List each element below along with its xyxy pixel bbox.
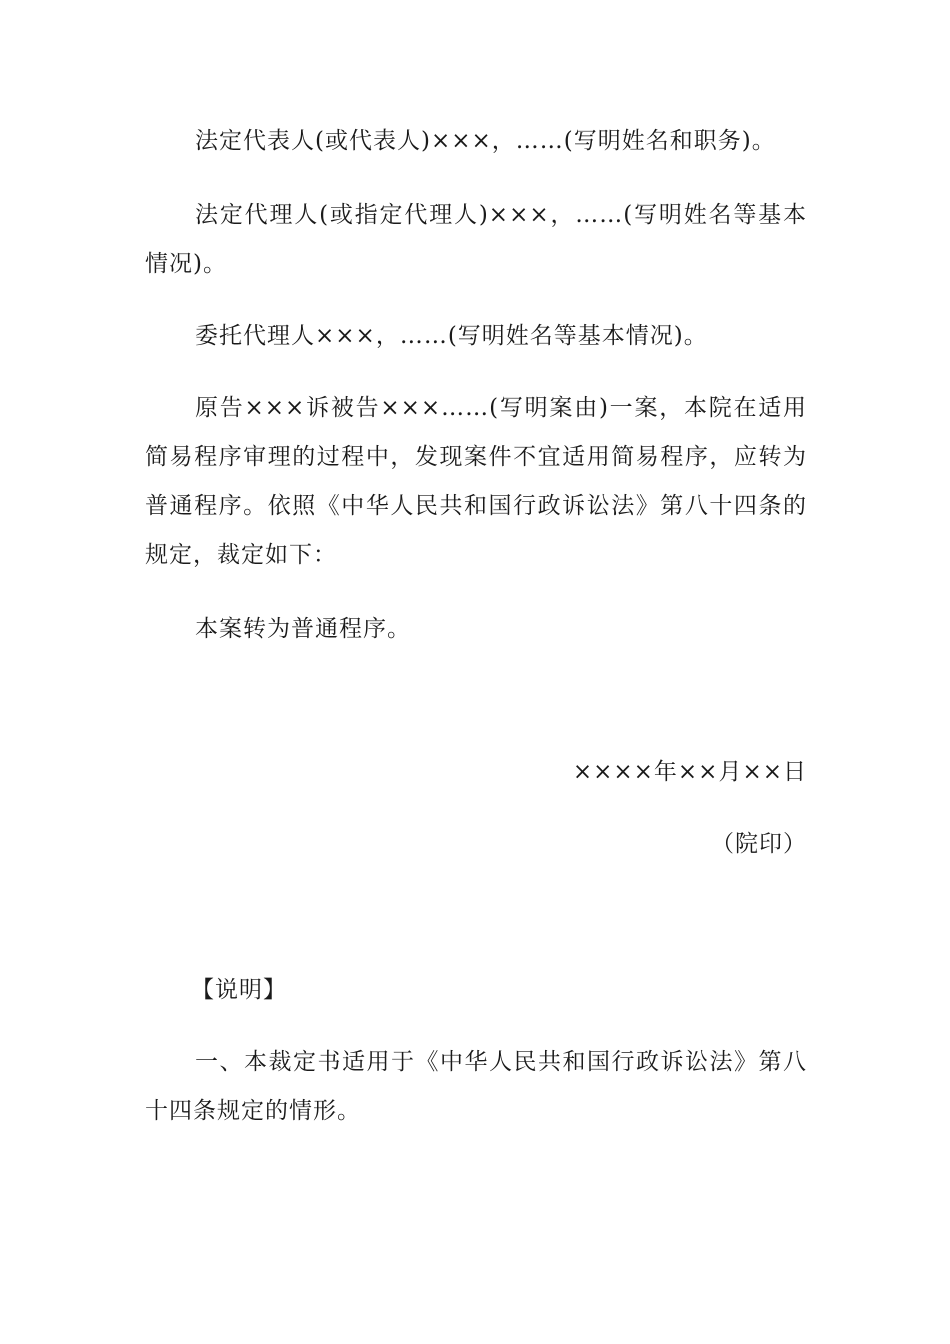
court-seal: （院印） bbox=[711, 831, 807, 857]
case-body-paragraph: 原告×××诉被告×××……(写明案由)一案，本院在适用简易程序审理的过程中，发现案件不宜适用简易程序，应转为普通程序。依照《中华人民共和国行政诉讼法》第八十四条的规定，裁定如下： bbox=[145, 395, 807, 568]
date-line: ××××年××月××日 bbox=[572, 759, 807, 785]
legal-representative-paragraph: 法定代表人(或代表人)×××，……(写明姓名和职务)。 bbox=[195, 128, 776, 154]
legal-agent-paragraph: 法定代理人(或指定代理人)×××，……(写明姓名等基本情况)。 bbox=[145, 202, 807, 277]
entrusted-agent-paragraph: 委托代理人×××，……(写明姓名等基本情况)。 bbox=[195, 323, 708, 349]
ruling-paragraph: 本案转为普通程序。 bbox=[195, 616, 411, 642]
notes-heading: 【说明】 bbox=[191, 977, 287, 1003]
notes-item-1: 一、本裁定书适用于《中华人民共和国行政诉讼法》第八十四条规定的情形。 bbox=[145, 1049, 807, 1124]
